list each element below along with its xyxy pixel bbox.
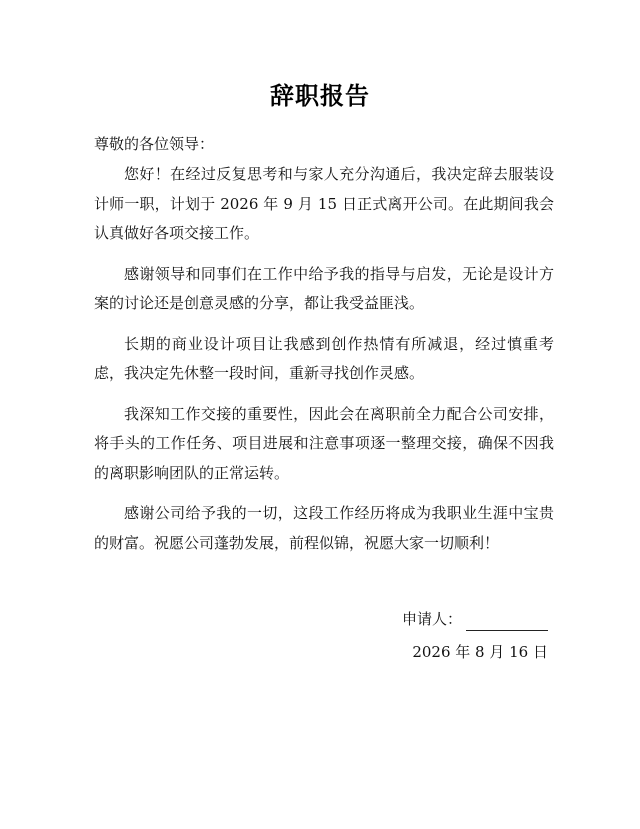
paragraph-handover: 我深知工作交接的重要性，因此会在离职前全力配合公司安排，将手头的工作任务、项目进展和注意事项逐一整理交接，确保不因我的离职影响团队的正常运转。 bbox=[94, 404, 554, 482]
applicant-signature-row bbox=[402, 607, 548, 631]
letter-date: 2026 年 8 月 16 日 bbox=[412, 643, 548, 661]
salutation: 尊敬的各位领导： bbox=[94, 135, 215, 153]
paragraph-reason: 长期的商业设计项目让我感到创作热情有所减退，经过慎重考虑，我决定先休整一段时间，重新寻找创作灵感。 bbox=[94, 334, 554, 382]
paragraph-greeting: 您好！在经过反复思考和与家人充分沟通后，我决定辞去服装设计师一职，计划于 2026 年 9 月 15 日正式离开公司。在此期间我会认真做好各项交接工作。 bbox=[94, 165, 554, 242]
signature-line bbox=[466, 612, 548, 631]
applicant-label: 申请人： bbox=[401, 610, 462, 628]
paragraph-closing: 感谢公司给予我的一切，这段工作经历将成为我职业生涯中宝贵的财富。祝愿公司蓬勃发展，前程似锦，祝愿大家一切顺利！ bbox=[94, 504, 554, 552]
letter-body bbox=[94, 160, 554, 569]
document-title: 辞职报告 bbox=[270, 82, 370, 110]
paragraph-gratitude: 感谢领导和同事们在工作中给予我的指导与启发，无论是设计方案的讨论还是创意灵感的分享，都让我受益匪浅。 bbox=[94, 264, 554, 312]
